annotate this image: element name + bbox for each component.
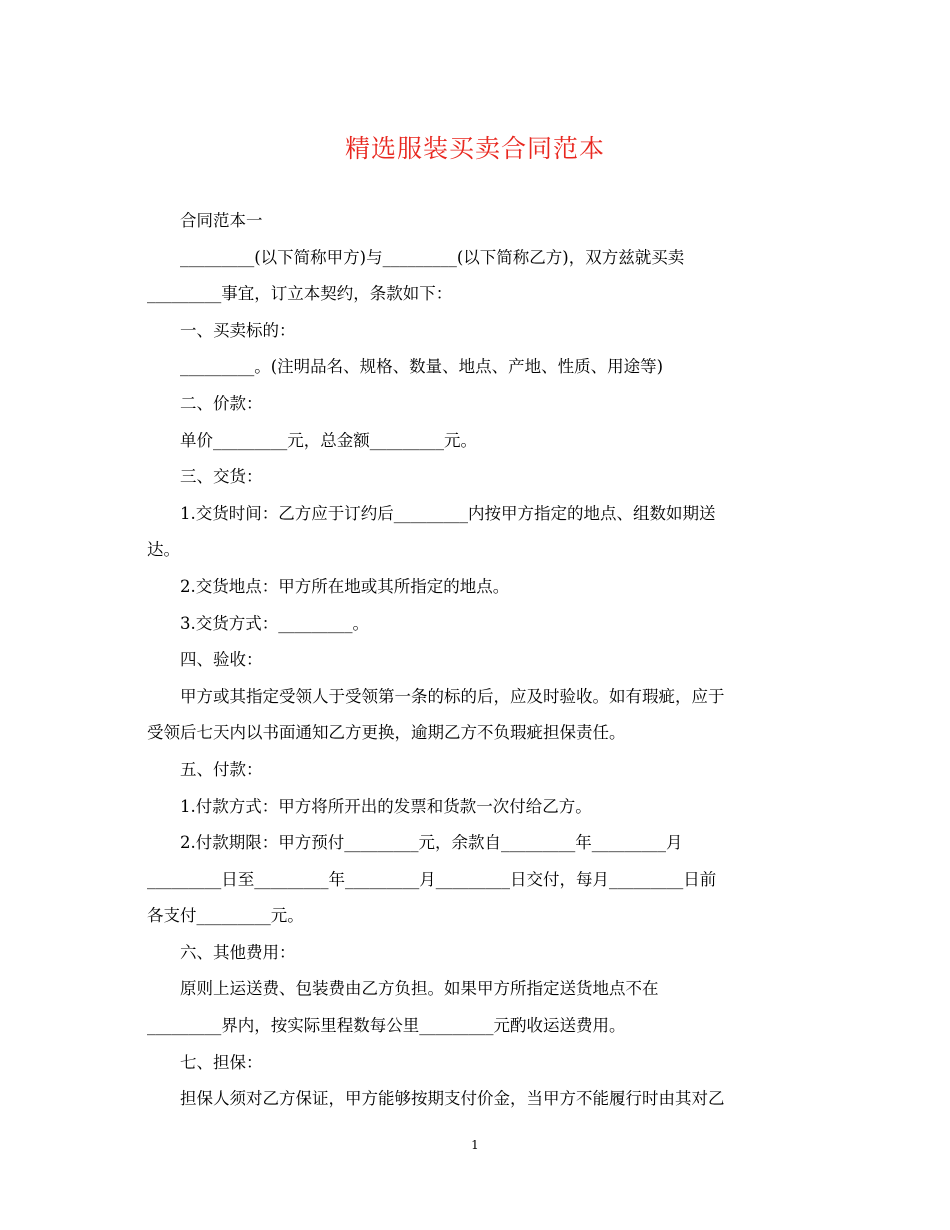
contract-line: 二、价款： — [180, 393, 263, 413]
contract-line: 2.交货地点：甲方所在地或其所指定的地点。 — [180, 576, 510, 596]
contract-line: 四、验收： — [180, 650, 263, 670]
contract-line: 甲方或其指定受领人于受领第一条的标的后，应及时验收。如有瑕疵，应于 — [180, 686, 725, 706]
contract-line: 1.付款方式：甲方将所开出的发票和货款一次付给乙方。 — [180, 796, 592, 816]
contract-line: _________界内，按实际里程数每公里_________元酌收运送费用。 — [147, 1016, 626, 1036]
contract-line: 1.交货时间：乙方应于订约后_________内按甲方指定的地点、组数如期送 — [180, 503, 716, 523]
contract-body — [147, 203, 802, 1118]
contract-line: 原则上运送费、包装费由乙方负担。如果甲方所指定送货地点不在 — [180, 979, 659, 999]
contract-line: 七、担保： — [180, 1052, 263, 1072]
page-number: 1 — [471, 1138, 479, 1152]
contract-line: 一、买卖标的： — [180, 320, 296, 340]
contract-line: _________(以下简称甲方)与_________(以下简称乙方)，双方兹就买卖 — [180, 247, 685, 267]
contract-line: 达。 — [147, 540, 180, 560]
contract-line: 3.交货方式：_________。 — [180, 613, 369, 633]
contract-line: _________。(注明品名、规格、数量、地点、产地、性质、用途等) — [180, 357, 664, 377]
contract-line: 担保人须对乙方保证，甲方能够按期支付价金，当甲方不能履行时由其对乙 — [180, 1089, 725, 1109]
contract-line: 受领后七天内以书面通知乙方更换，逾期乙方不负瑕疵担保责任。 — [147, 723, 626, 743]
contract-line: _________日至_________年_________月_________日交付，每月_________日前 — [147, 869, 717, 889]
contract-line: _________事宜，订立本契约，条款如下： — [147, 284, 453, 304]
contract-line: 六、其他费用： — [180, 942, 296, 962]
contract-line: 单价_________元，总金额_________元。 — [180, 430, 477, 450]
contract-line: 2.付款期限：甲方预付_________元，余款自_________年_________月 — [180, 833, 683, 853]
contract-line: 合同范本一 — [180, 211, 263, 230]
contract-line: 三、交货： — [180, 467, 263, 487]
document-title: 精选服装买卖合同范本 — [344, 134, 605, 163]
contract-line: 五、付款： — [180, 759, 263, 779]
contract-line: 各支付_________元。 — [147, 906, 304, 926]
